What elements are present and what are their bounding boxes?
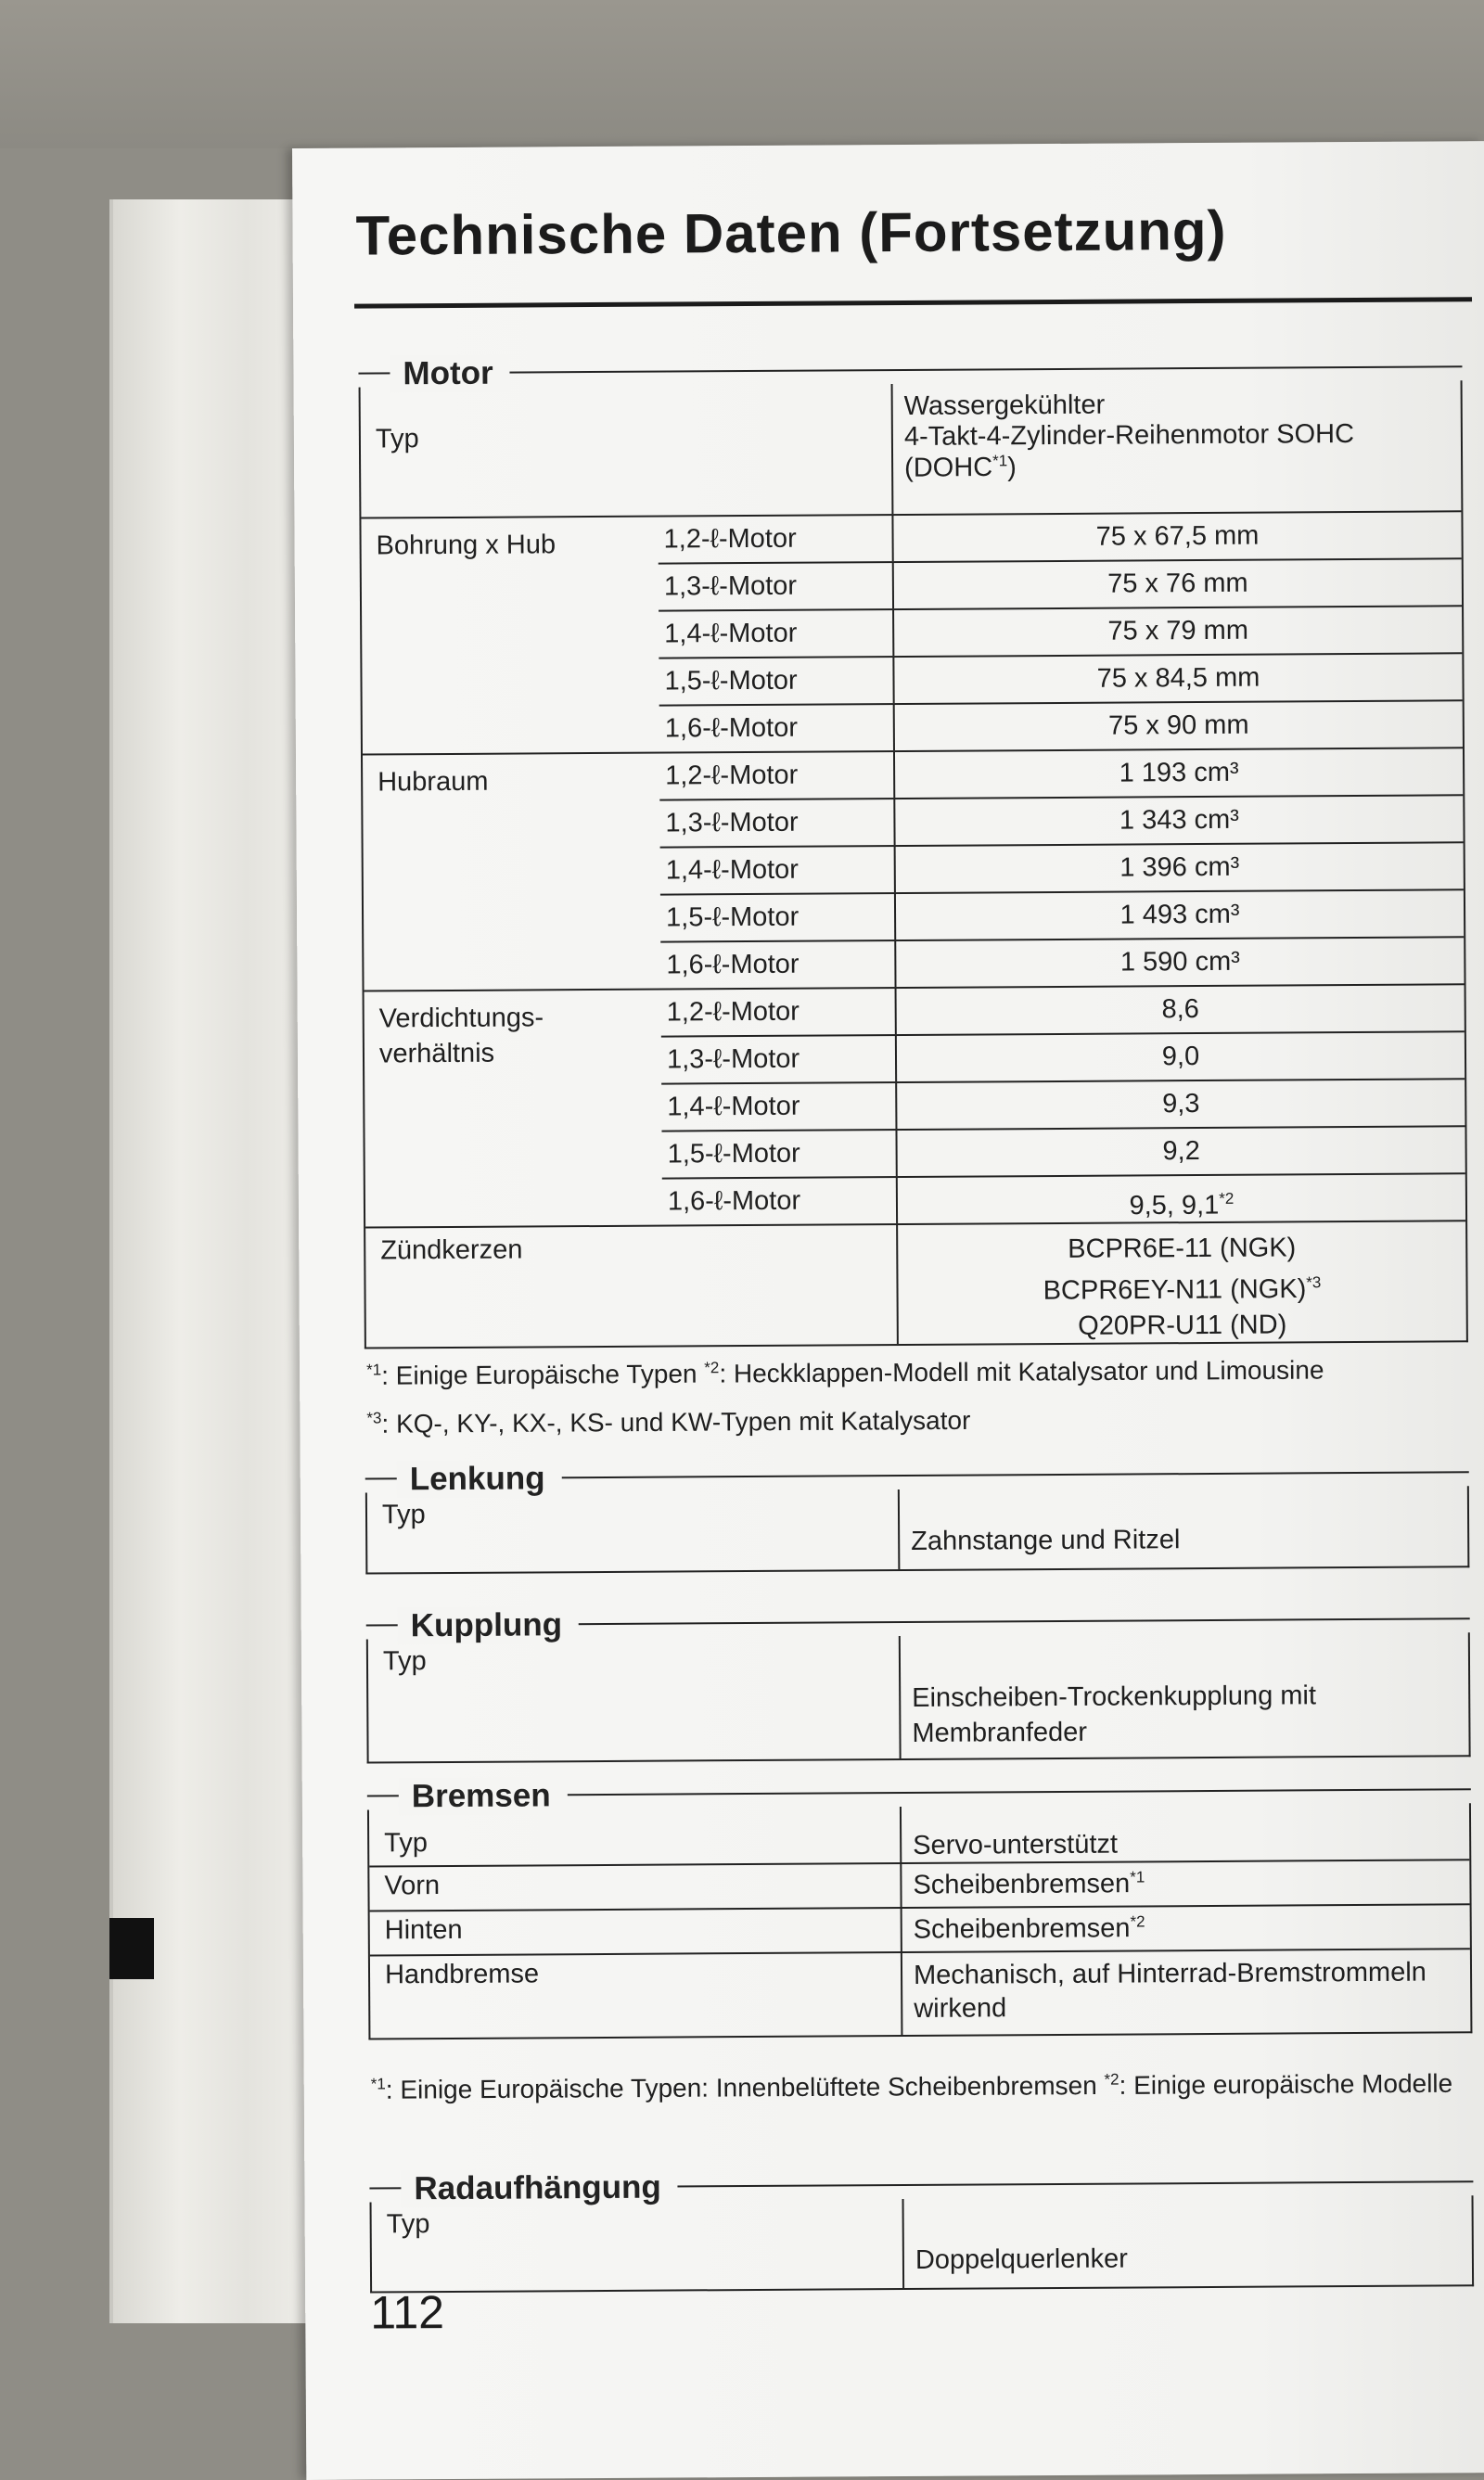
group-label: Hubraum [377, 766, 489, 798]
title-rule [354, 297, 1472, 308]
footnote: $^{*3}$: KQ-, KY-, KX-, KS- und KW-Typen mit Katalysator [366, 1406, 971, 1439]
page-title: Technische Daten (Fortsetzung) [355, 198, 1227, 267]
table-row: 1,5-ℓ-Motor 75 x 84,5 mm [659, 652, 1462, 704]
lenkung-typ-row [367, 1486, 1468, 1572]
section-radaufhaengung [369, 2167, 1474, 2293]
motor-typ-value: Wassergekühlter 4-Takt-4-Zylinder-Reihenmotor SOHC (DOHC$^{*1}$) [903, 390, 1355, 483]
group-label: Bohrung x Hub [376, 530, 556, 561]
group-label: Verdichtungs- verhältnis [378, 1003, 544, 1069]
motor-footnotes [366, 1342, 1480, 1446]
radaufhaengung-typ-value: Doppelquerlenker [915, 2244, 1128, 2275]
table-row: Typ Servo-unterstützt [369, 1803, 1469, 1865]
section-title-motor: Motor [390, 355, 509, 393]
table-row: Hinten Scheibenbremsen$^{*2}$ [370, 1903, 1470, 1954]
radaufhaengung-typ-label: Typ [372, 2199, 905, 2292]
lenkung-typ-value: Zahnstange und Ritzel [911, 1525, 1181, 1556]
section-kupplung [366, 1604, 1471, 1763]
kupplung-typ-value: Einscheiben-Trockenkupplung mit Membranfeder [912, 1681, 1317, 1748]
page-number: 112 [370, 2286, 445, 2339]
section-bremsen [367, 1775, 1473, 2039]
zuendkerzen-label: Zündkerzen [365, 1225, 899, 1348]
table-row: Vorn Scheibenbremsen$^{*1}$ [369, 1859, 1469, 1910]
section-title-radaufhaengung: Radaufhängung [401, 2169, 678, 2208]
table-row: 1,6-ℓ-Motor 9,5, 9,1$^{*2}$ [662, 1172, 1465, 1224]
section-lenkung [365, 1458, 1470, 1574]
motor-typ-label: Typ [361, 384, 894, 518]
zuendkerzen-row [365, 1220, 1466, 1347]
table-row: 1,4-ℓ-Motor 75 x 79 mm [659, 605, 1462, 657]
table-row: 1,2-ℓ-Motor 75 x 67,5 mm [658, 512, 1461, 562]
table-row: 1,3-ℓ-Motor 1 343 cm³ [659, 794, 1463, 846]
section-motor [358, 352, 1467, 1349]
motor-table [359, 380, 1468, 1349]
table-row: 1,4-ℓ-Motor 1 396 cm³ [660, 841, 1464, 893]
manual-page [292, 141, 1484, 2480]
motor-typ-row [361, 380, 1462, 517]
table-row: 1,3-ℓ-Motor 9,0 [661, 1030, 1465, 1082]
table-row: 1,5-ℓ-Motor 9,2 [661, 1125, 1465, 1177]
table-row: Handbremse Mechanisch, auf Hinterrad-Bremstrommeln wirkend [370, 1948, 1471, 2038]
zuendkerzen-values: BCPR6E-11 (NGK) BCPR6EY-N11 (NGK)$^{*3}$ Q20PR-U11 (ND) [1043, 1233, 1322, 1341]
footnote: $^{*1}$: Einige Europäische Typen $^{*2}$: Heckklappen-Modell mit Katalysator und Limousine [365, 1355, 1324, 1390]
table-row: 1,3-ℓ-Motor 75 x 76 mm [659, 557, 1462, 609]
background [0, 0, 1484, 148]
lenkung-typ-label: Typ [367, 1489, 901, 1573]
radaufhaengung-typ-row [372, 2195, 1473, 2291]
table-row: 1,6-ℓ-Motor 1 590 cm³ [660, 936, 1464, 988]
group-bohrung-hub [361, 510, 1463, 753]
section-title-kupplung: Kupplung [398, 1606, 580, 1644]
group-verdichtung [365, 983, 1466, 1226]
table-row: 1,6-ℓ-Motor 75 x 90 mm [659, 699, 1463, 751]
group-hubraum [363, 747, 1465, 990]
kupplung-typ-row [368, 1632, 1469, 1761]
section-title-lenkung: Lenkung [397, 1460, 562, 1498]
bremsen-footnote: $^{*1}$: Einige Europäische Typen: Innenbelüftete Scheibenbremsen $^{*2}$: Einige europäische Modelle [370, 2068, 1453, 2104]
table-row: 1,4-ℓ-Motor 9,3 [661, 1078, 1465, 1130]
kupplung-typ-label: Typ [368, 1636, 902, 1762]
table-row: 1,2-ℓ-Motor 8,6 [661, 985, 1465, 1035]
thumb-index-mark [109, 1918, 154, 1979]
section-title-bremsen: Bremsen [399, 1777, 568, 1815]
table-row: 1,2-ℓ-Motor 1 193 cm³ [659, 748, 1463, 799]
table-row: 1,5-ℓ-Motor 1 493 cm³ [660, 888, 1464, 940]
